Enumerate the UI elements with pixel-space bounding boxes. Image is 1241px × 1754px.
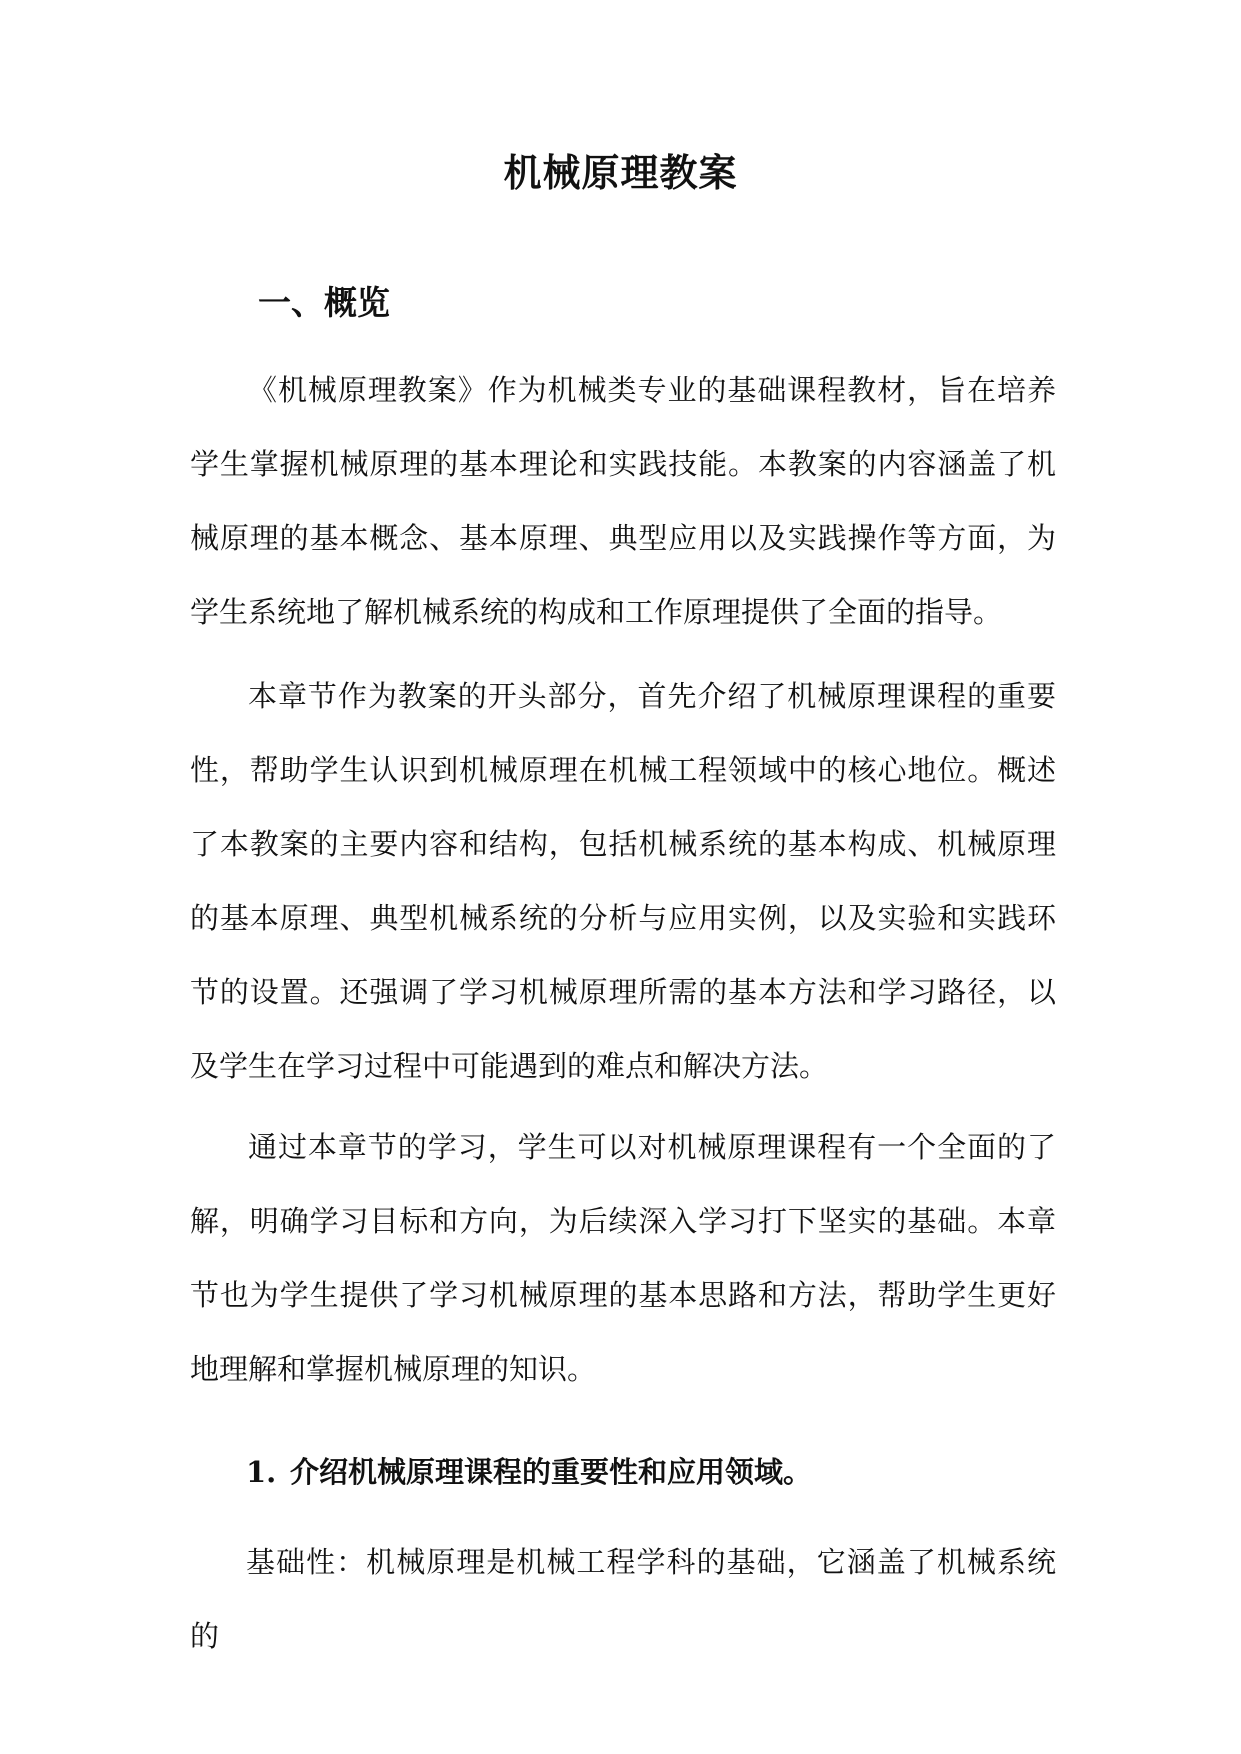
overview-paragraph-3: 通过本章节的学习，学生可以对机械原理课程有一个全面的了解，明确学习目标和方向，为后续深入学习打下坚实的基础。本章节也为学生提供了学习机械原理的基本思路和方法，帮助学生更好地理解和掌握机械原理的知识。	[190, 1130, 1056, 1386]
document-title: 机械原理教案	[503, 150, 738, 195]
overview-paragraph-2: 本章节作为教案的开头部分，首先介绍了机械原理课程的重要性，帮助学生认识到机械原理在机械工程领域中的核心地位。概述了本教案的主要内容和结构，包括机械系统的基本构成、机械原理的基本原理、典型机械系统的分析与应用实例，以及实验和实践环节的设置。还强调了学习机械原理所需的基本方法和学习路径，以及学生在学习过程中可能遇到的难点和解决方法。	[190, 679, 1056, 1083]
subsection-number: 1.	[246, 1455, 277, 1489]
overview-paragraph-1: 《机械原理教案》作为机械类专业的基础课程教材，旨在培养学生掌握机械原理的基本理论和实践技能。本教案的内容涵盖了机械原理的基本概念、基本原理、典型应用以及实践操作等方面，为学生系统地了解机械系统的构成和工作原理提供了全面的指导。	[190, 373, 1056, 629]
subsection-heading	[246, 1450, 812, 1494]
section-heading-overview: 一、概览	[258, 283, 390, 322]
subsection-paragraph: 基础性：机械原理是机械工程学科的基础，它涵盖了机械系统的	[190, 1545, 1056, 1653]
subsection-title: 介绍机械原理课程的重要性和应用领域。	[290, 1455, 813, 1489]
